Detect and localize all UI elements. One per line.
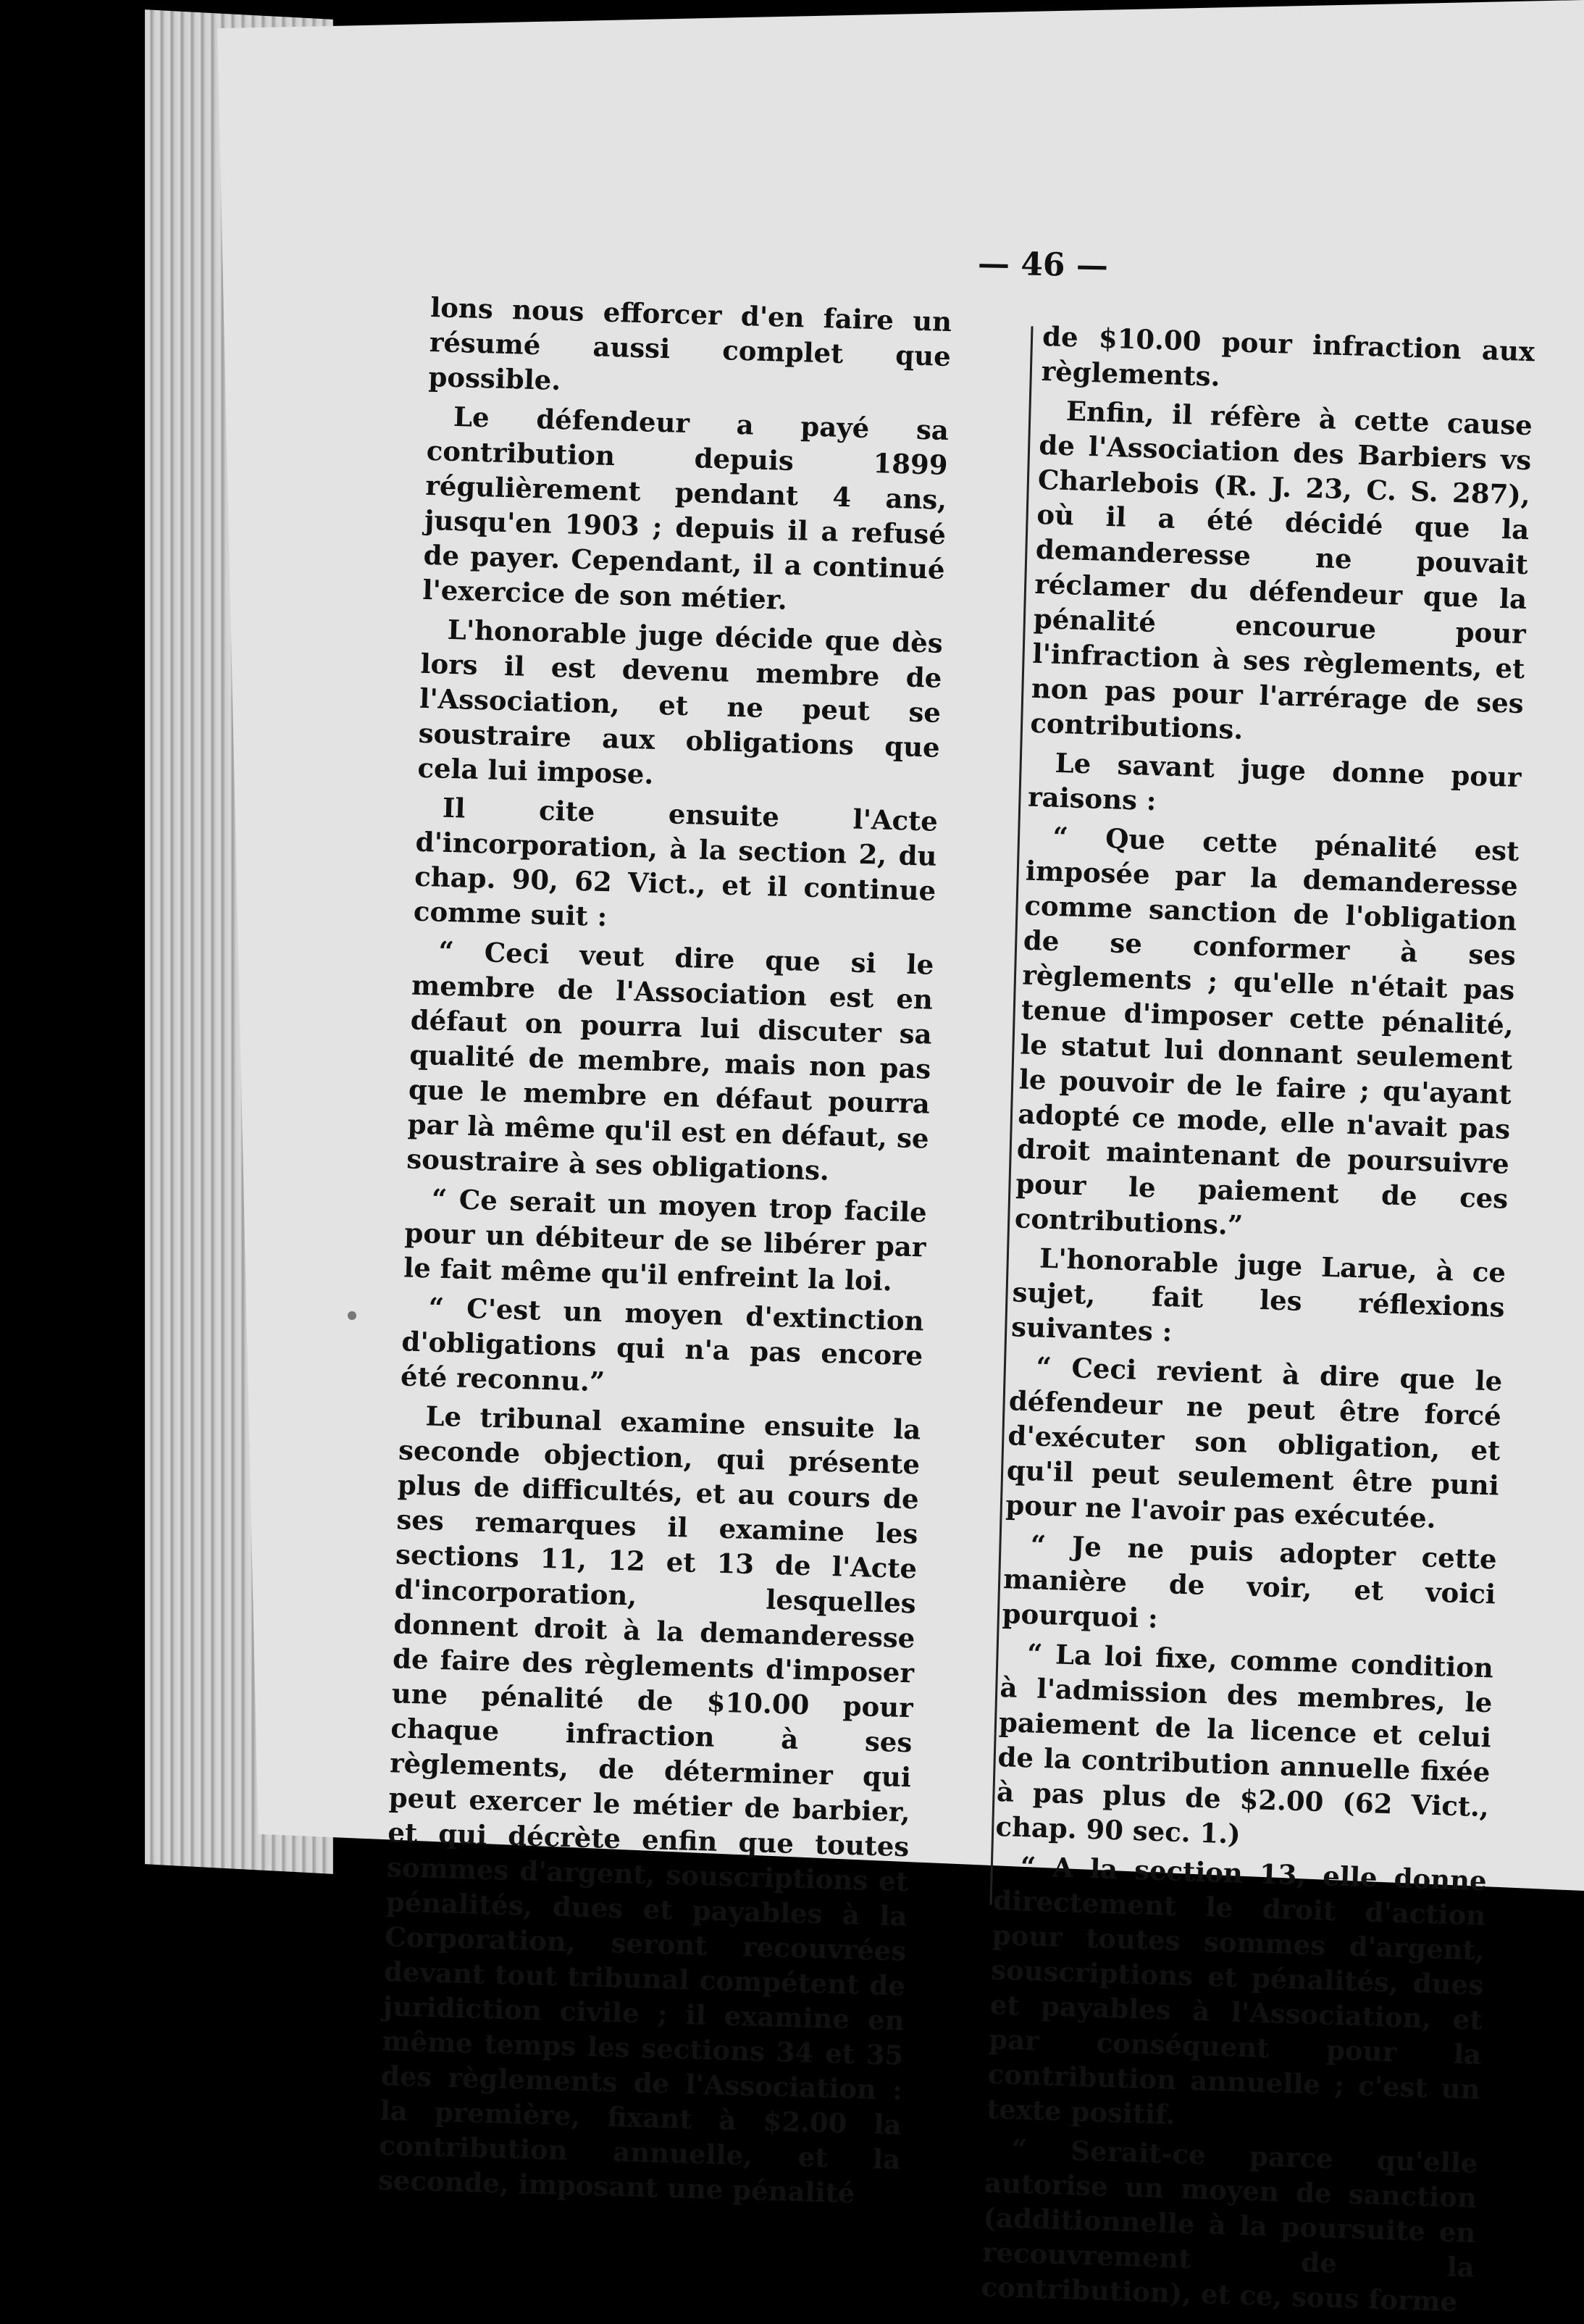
paragraph: de $10.00 pour infraction aux règlements. bbox=[1041, 319, 1535, 393]
paragraph: “ Ce serait un moyen trop facile pour un débiteur de se libérer par le fait même qu'il enfreint la loi. bbox=[403, 1182, 928, 1297]
paragraph: Enfin, il réfère à cette cause de l'Association des Barbiers vs Charlebois (R. J. 23, C. S. 287), où il a été décidé que la demanderesse ne pouvait réclamer du défendeur que la pénalité encourue pour l'infraction à ses règlements, et non pas pour l'arrérage de ses contributions. bbox=[1029, 395, 1533, 745]
paragraph: lons nous efforcer d'en faire un résumé aussi complet que possible. bbox=[428, 290, 952, 397]
paragraph: Le tribunal examine ensuite la seconde objection, qui présente plus de difficultés, et au cours de ses remarques il examine les sections 11, 12 et 13 de l'Acte d'incorporation, lesquelles donnent droit à la demanderesse de faire des règlements d'imposer une pénalité de $10.00 pour chaque infraction à ses règlements, de déterminer qui peut exercer le métier de barbier, et qui décrète enfin que toutes sommes d'argent, souscriptions et pénalités, dues et payables à la Corporation, seront recouvrées devant tout tribunal compétent de juridiction civile ; il examine en même temps les sections 34 et 35 des règlements de l'Association : la première, fixant à $2.00 la contribution annuelle, et la seconde, imposant une pénalité bbox=[377, 1400, 921, 2210]
paragraph: Il cite ensuite l'Acte d'incorporation, à la section 2, du chap. 90, 62 Vict., et il continue comme suit : bbox=[413, 791, 939, 933]
page-number: — 46 — bbox=[977, 245, 1109, 285]
paragraph: L'honorable juge décide que dès lors il est devenu membre de l'Association, et ne peut se soustraire aux obligations que cela lui impose. bbox=[416, 613, 944, 790]
scan-speck bbox=[348, 1311, 356, 1320]
paragraph: L'honorable juge Larue, à ce sujet, fait les réflexions suivantes : bbox=[1010, 1242, 1507, 1348]
right-column bbox=[981, 319, 1535, 2324]
paragraph: “ Serait-ce parce qu'elle autorise un moyen de sanction (additionnelle à la poursuite en recouvrement de la contribution), et ce, sous forme bbox=[980, 2132, 1479, 2318]
paragraph: “ C'est un moyen d'extinction d'obligations qui n'a pas encore été reconnu.” bbox=[400, 1291, 925, 1398]
left-column bbox=[377, 290, 952, 2216]
paragraph: Le savant juge donne pour raisons : bbox=[1027, 746, 1522, 817]
paragraph: “ Ceci veut dire que si le membre de l'Association est en défaut on pourra lui discuter sa qualité de membre, mais non pas que le membre en défaut pourra par là même qu'il est en défaut, se soustraire à ses obligations. bbox=[406, 935, 934, 1187]
paragraph: “ Ceci revient à dire que le défendeur ne peut être forcé d'exécuter son obligation, et qu'il peut seulement être puni pour ne l'avoir pas exécutée. bbox=[1005, 1350, 1503, 1534]
paragraph: Le défendeur a payé sa contribution depuis 1899 régulièrement pendant 4 ans, jusqu'en 1903 ; depuis il a refusé de payer. Cependant, il a continué l'exercice de son métier. bbox=[422, 400, 950, 616]
paragraph: “ Je ne puis adopter cette manière de voir, et voici pourquoi : bbox=[1002, 1529, 1498, 1634]
paragraph: “ Que cette pénalité est imposée par la demanderesse comme sanction de l'obligation de se conformer à ses règlements ; qu'elle n'était pas tenue d'imposer cette pénalité, le statut lui donnant seulement le pouvoir de le faire ; qu'ayant adopté ce mode, elle n'avait pas droit maintenant de poursuivre pour le paiement de ces contributions.” bbox=[1014, 820, 1520, 1242]
paragraph: “ A la section 13, elle donne directement le droit d'action pour toutes sommes d'argent, souscriptions et pénalités, dues et payables à l'Association, et par conséquent pour la contribution annuelle ; c'est un texte positif. bbox=[986, 1850, 1488, 2131]
paragraph: “ La loi fixe, comme condition à l'admission des membres, le paiement de la licence et celui de la contribution annuelle fixée à pas plus de $2.00 (62 Vict., chap. 90 sec. 1.) bbox=[994, 1637, 1494, 1850]
